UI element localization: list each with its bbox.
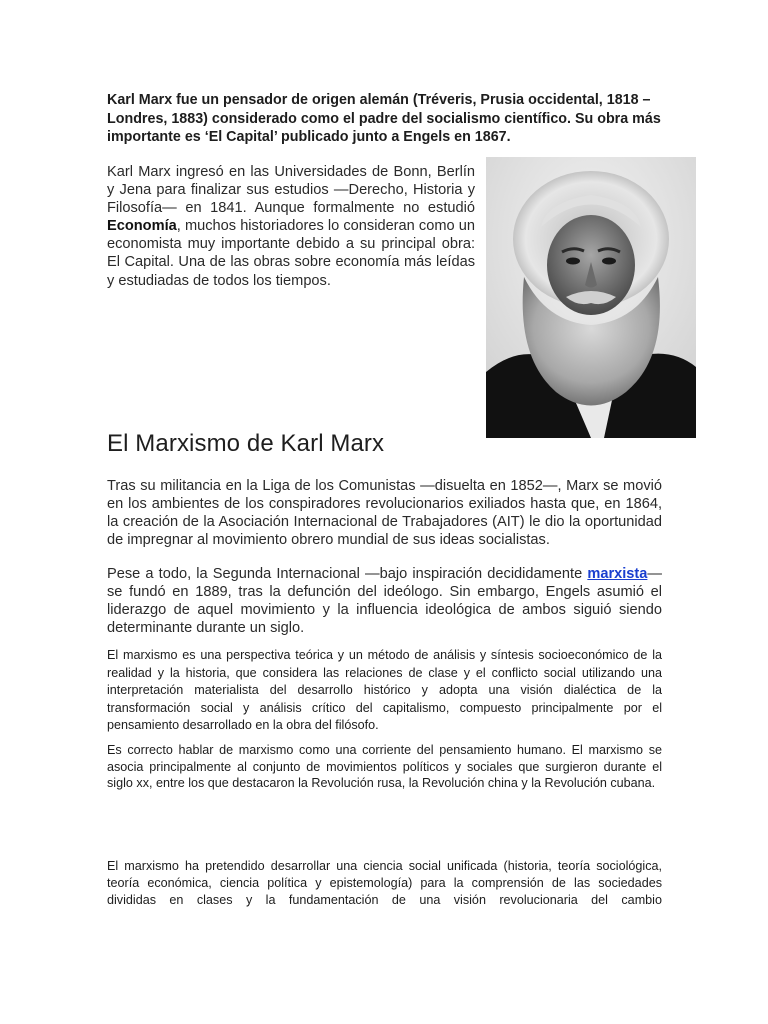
p2-text-after: — se fundó en 1889, tras la defunción del ideólogo. Sin embargo, Engels asumió el liderazgo de aquel movimiento y la influencia ideológica de ambos siguió siendo determinante durante un siglo. <box>107 566 662 636</box>
paragraph-science: El marxismo ha pretendido desarrollar una ciencia social unificada (historia, teoría sociológica, teoría económica, ciencia política y epistemología) para la comprensión de las sociedades divididas en clases y la fundamentación de una visión revolucionaria del cambio <box>107 859 662 907</box>
intro-paragraph <box>107 91 662 147</box>
p2-text-before: Pese a todo, la Segunda Internacional —bajo inspiración decididamente <box>107 566 588 582</box>
portrait-photo-icon <box>486 157 696 438</box>
intro-text-1: Karl Marx fue un pensador de origen alemán (Tréveris, Prusia occidental, 1818 – Londres, 1883) considerado como el padre del <box>107 92 651 127</box>
paragraph-ait: Tras su militancia en la Liga de los Comunistas —disuelta en 1852—, Marx se movió en los ambientes de los conspiradores revolucionarios exiliados hasta que, en 1864, la creación de la Asociación Internacional de Trabajadores (AIT) le dio la oportunidad de impregnar al movimiento obrero mundial de sus ideas socialistas. <box>107 478 662 548</box>
bio-text-1: Karl Marx ingresó en las Universidades de Bonn, Berlín y Jena para finalizar sus estudios —Derecho, Historia y Filosofía— en 1841. Aunque formalmente no estudió <box>107 164 475 217</box>
portrait-eye-left <box>566 258 580 265</box>
marxista-link[interactable]: marxista <box>587 566 648 582</box>
portrait-eye-right <box>602 258 616 265</box>
intro-emphasis: socialismo científico <box>426 110 568 127</box>
paragraph-segunda-internacional <box>107 565 662 637</box>
bio-text-2: , muchos historiadores lo consideran como un economista muy importante debido a su principal obra: El Capital. Una de las obras sobre economía más leídas y estudiadas de todos los tiempos. <box>107 218 475 289</box>
bio-emphasis: Economía <box>107 218 177 235</box>
bio-paragraph <box>107 163 475 290</box>
paragraph-current: Es correcto hablar de marxismo como una corriente del pensamiento humano. El marxismo se asocia principalmente al conjunto de movimientos políticos y sociales que surgieron durante el siglo xx, entre los que destacaron la Revolución rusa, la Revolución china y la Revolución cubana. <box>107 743 662 790</box>
intro-text-2: . Su obra más importante es ‘El Capital’ publicado junto a Engels en 1867. <box>107 110 661 145</box>
paragraph-definition: El marxismo es una perspectiva teórica y un método de análisis y síntesis socioeconómico de la realidad y la historia, que considera las relaciones de clase y el conflicto social utilizando una interpretación materialista del desarrollo histórico y adopta una visión dialéctica de la transformación social y análisis crítico del capitalismo, compuesto principalmente por el pensamiento desarrollado en la obra del filósofo. <box>107 648 662 732</box>
section-heading: El Marxismo de Karl Marx <box>107 430 385 457</box>
